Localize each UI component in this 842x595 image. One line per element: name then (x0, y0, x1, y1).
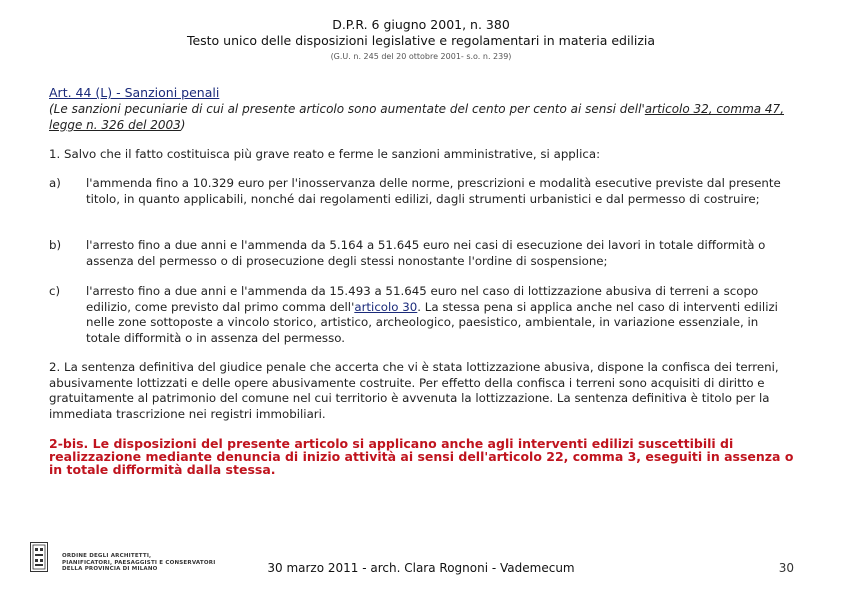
article-note-prefix: (Le sanzioni pecuniarie di cui al presente articolo sono aumentate del cento per cento ai sensi dell' (49, 102, 645, 116)
article-30-link[interactable]: articolo 30 (354, 299, 418, 314)
footer-caption: 30 marzo 2011 - arch. Clara Rognoni - Vademecum (267, 561, 575, 575)
order-name-line-2: PIANIFICATORI, PAESAGGISTI E CONSERVATORI (62, 559, 216, 566)
list-item-letter: b) (49, 238, 62, 252)
decree-title: D.P.R. 6 giugno 2001, n. 380 (332, 17, 510, 32)
paragraph-1: 1. Salvo che il fatto costituisca più grave reato e ferme le sanzioni amministrative, si applica: (49, 147, 601, 161)
document-header (0, 17, 842, 63)
list-item-text: l'arresto fino a due anni e l'ammenda da 5.164 a 51.645 euro nei casi di esecuzione dei lavori in totale difformità o assenza del permesso o di prosecuzione degli stessi nonostante l'ordine di sospensione; (86, 238, 766, 268)
article-note (49, 101, 794, 133)
list-item-text-prefix: l'arresto fino a due anni e l'ammenda da 15.493 a 51.645 euro nel caso di lottizzazione abusiva di terreni a scopo edilizio, come previsto dal primo comma dell' (86, 284, 759, 314)
list-item-letter: a) (49, 176, 61, 190)
list-item-text-suffix: . La stessa pena si applica anche nel caso di interventi edilizi nelle zone sottoposte a vincolo storico, artistico, archeologico, paesistico, ambientale, in variazione essenziale, in totale difformità o in assenza del permesso. (86, 299, 778, 345)
list-item-text (86, 284, 786, 346)
paragraph-2-bis: 2-bis. Le disposizioni del presente articolo si applicano anche agli interventi edilizi suscettibili di realizzazione mediante denuncia di inizio attività ai sensi dell'articolo 22, comma 3, eseguiti in assenza o in totale difformità dalla stessa. (49, 436, 794, 477)
list-item-text: l'ammenda fino a 10.329 euro per l'inosservanza delle norme, prescrizioni e modalità esecutive previste dal presente titolo, in quanto applicabili, nonché dai regolamenti edilizi, dagli strumenti urbanistici e dal permesso di costruire; (86, 176, 781, 206)
order-name-line-1: ORDINE DEGLI ARCHITETTI, (62, 553, 152, 559)
decree-subtitle: Testo unico delle disposizioni legislative e regolamentari in materia edilizia (186, 33, 656, 48)
paragraph-2: 2. La sentenza definitiva del giudice penale che accerta che vi è stata lottizzazione abusiva, dispone la confisca dei terreni, abusivamente lottizzati e delle opere abusivamente costruite. Per effetto della confisca i terreni sono acquisiti di diritto e gratuitamente al patrimonio del comune nel cui territorio è avvenuta la lottizzazione. La sentenza definitiva è titolo per la immediata trascrizione nei registri immobiliari. (49, 360, 779, 421)
article-note-suffix: ) (180, 118, 186, 132)
page-number: 30 (778, 561, 794, 575)
article-heading (49, 85, 794, 133)
gazette-reference: (G.U. n. 245 del 20 ottobre 2001- s.o. n. 239) (330, 52, 512, 61)
article-note-link[interactable]: articolo 32, comma 47, legge n. 326 del 2003 (49, 102, 785, 132)
article-title-link[interactable]: Art. 44 (L) - Sanzioni penali (49, 85, 220, 100)
list-item-letter: c) (49, 284, 61, 298)
order-name-line-3: DELLA PROVINCIA DI MILANO (62, 566, 158, 573)
